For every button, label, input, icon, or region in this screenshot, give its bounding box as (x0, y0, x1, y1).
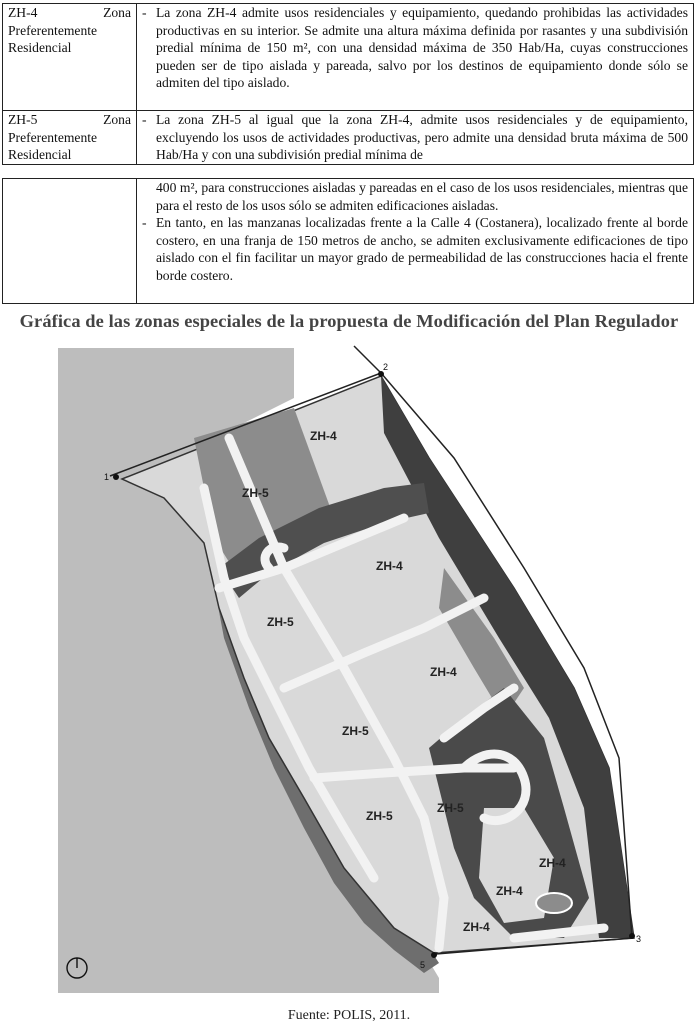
table-row (3, 111, 694, 165)
zone-table-2 (2, 178, 694, 304)
zone-label: ZH-4 (430, 665, 457, 679)
vertex-label: 2 (383, 362, 389, 372)
zone-description-cell (137, 4, 694, 111)
figure-title: Gráfica de las zonas especiales de la propuesta de Modificación del Plan Regulador (19, 311, 679, 331)
zone-label: ZH-5 (437, 801, 464, 815)
zone-table-1 (2, 3, 694, 165)
zone-description: La zona ZH-4 admite usos residenciales y equipamiento, quedando prohibidas las actividades productivas en su interior. Se admite una altura máxima definida por rasantes y una subdivisión predial mínima de 150 m², con una densidad máxima de 350 Hab/Ha, cuyas construcciones pueden ser de tipo aislada y pareada, salvo por los destinos de equipamiento donde sólo se admiten del tipo aislado. (156, 5, 688, 91)
zone-label-line: Residencial (8, 40, 72, 56)
zone-word: Zona (103, 5, 131, 20)
zone-label-cell (3, 4, 137, 111)
zone-label: ZH-5 (267, 615, 294, 629)
vertex-point (113, 474, 119, 480)
zone-label: ZH-4 (496, 884, 523, 898)
zone-description: La zona ZH-5 al igual que la zona ZH-4, admite usos residenciales y de equipamiento, excluyendo los usos de actividades productivas, pero admite una densidad bruta máxima de 500 Hab/Ha y con una subdivisión predial mínima de (156, 112, 688, 163)
table-row (3, 179, 694, 304)
table-row (3, 4, 694, 111)
zone-label: ZH-4 (463, 920, 490, 934)
zone-label-cell (3, 111, 137, 165)
zone-description-cell (137, 111, 694, 165)
zone-label: ZH-4 (376, 559, 403, 573)
zone-label: ZH-5 (242, 486, 269, 500)
figure-source: Fuente: POLIS, 2011. (287, 1008, 411, 1023)
vertex-point (629, 933, 635, 939)
zone-label: ZH-4 (539, 856, 566, 870)
zone-code: ZH-5 (8, 112, 38, 127)
pond (536, 893, 572, 913)
zone-word: Zona (103, 112, 131, 127)
zoning-map-svg (44, 338, 686, 998)
vertex-label: 1 (104, 472, 110, 482)
vertex-label: 3 (636, 934, 642, 944)
bullet-dash: - (142, 215, 147, 231)
zone-code: ZH-4 (8, 5, 38, 20)
vertex-label: 5 (420, 960, 426, 970)
zone-label-cell (3, 179, 137, 304)
zoning-map (44, 338, 686, 998)
zone-description: En tanto, en las manzanas localizadas frente a la Calle 4 (Costanera), localizado frente al borde costero, en una franja de 150 metros de ancho, se admiten exclusivamente edificaciones de tipo aislado con el fin facilitar un mayor grado de permeabilidad de las construcciones hacia el frente borde costero. (156, 215, 688, 283)
zone-label-line: Residencial (8, 147, 72, 163)
zone-label-line: Preferentemente (8, 129, 98, 145)
bullet-dash: - (142, 112, 147, 127)
zone-label: ZH-4 (310, 429, 337, 443)
zone-description-cell (137, 179, 694, 304)
bullet-dash: - (142, 5, 147, 20)
zone-label: ZH-5 (342, 724, 369, 738)
zone-label-line: Preferentemente (8, 22, 98, 38)
vertex-point (431, 952, 437, 958)
zone-description-continuation: 400 m², para construcciones aisladas y pareadas en el caso de los usos residenciales, mientras que para el resto de los usos sólo se admiten edificaciones aisladas. (156, 180, 688, 213)
zone-label: ZH-5 (366, 809, 393, 823)
